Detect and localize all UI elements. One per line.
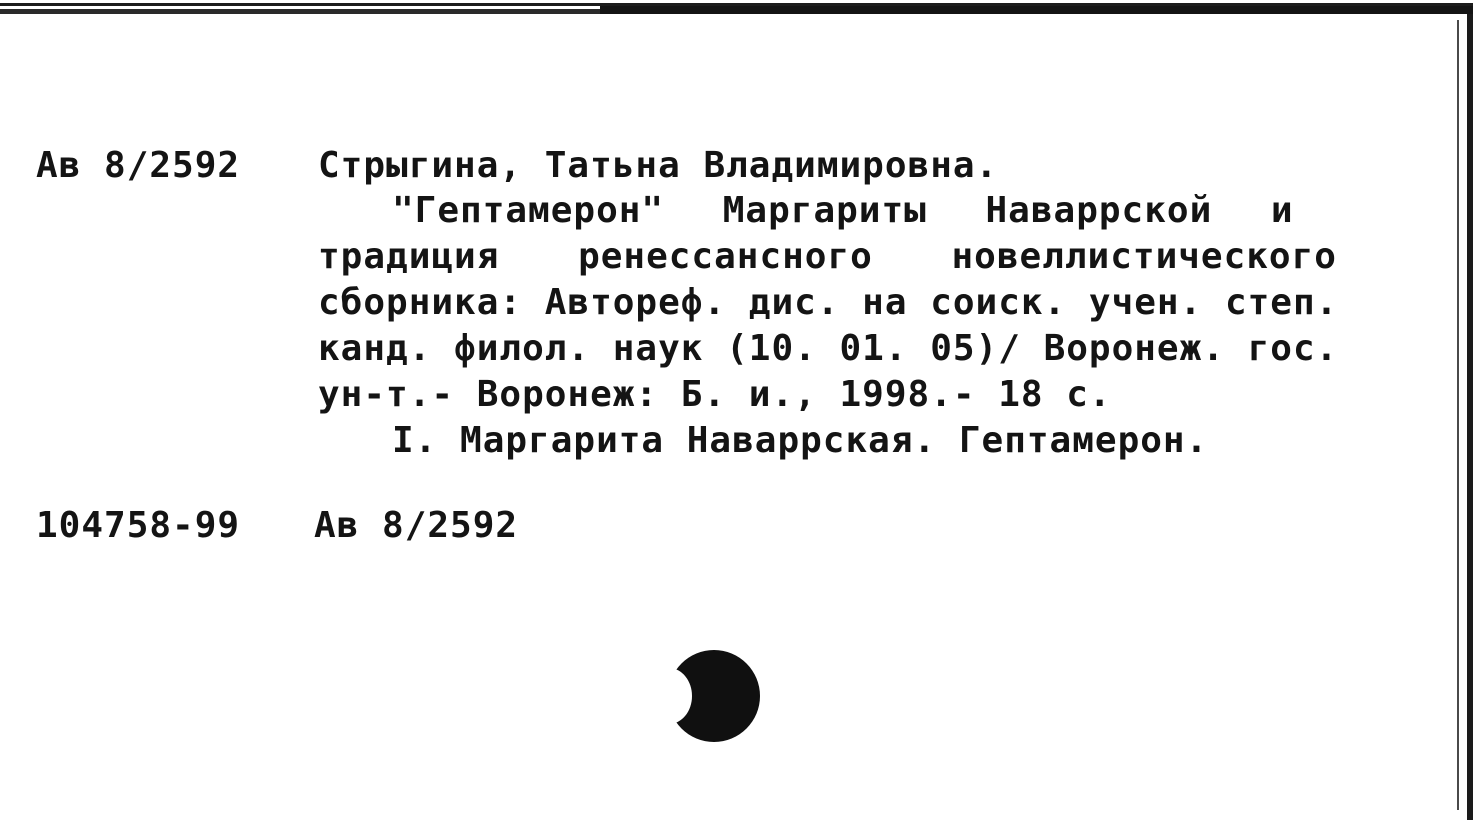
call-number: Ав 8/2592 [36, 145, 241, 186]
punch-hole [668, 650, 760, 742]
subject-entry: I. Маргарита Наваррская. Гептамерон. [392, 420, 1209, 461]
inventory-number: 104758-99 [36, 505, 241, 546]
shelf-mark: Ав 8/2592 [314, 505, 519, 546]
card-top-edge [0, 0, 1473, 14]
description-line: сборника: Автореф. дис. на соиск. учен. степ. [318, 282, 1339, 323]
author-heading: Стрыгина, Татьна Владимировна. [318, 145, 999, 186]
description-line: традиция ренессансного новеллистического [318, 236, 1337, 277]
card-right-border-line [1457, 20, 1459, 810]
description-line: "Гептамерон" Маргариты Наваррской и [392, 190, 1294, 231]
description-line: ун-т.- Воронеж: Б. и., 1998.- 18 с. [318, 374, 1112, 415]
card-right-edge [1467, 14, 1473, 820]
description-line: канд. филол. наук (10. 01. 05)/ Воронеж. гос. [318, 328, 1339, 369]
